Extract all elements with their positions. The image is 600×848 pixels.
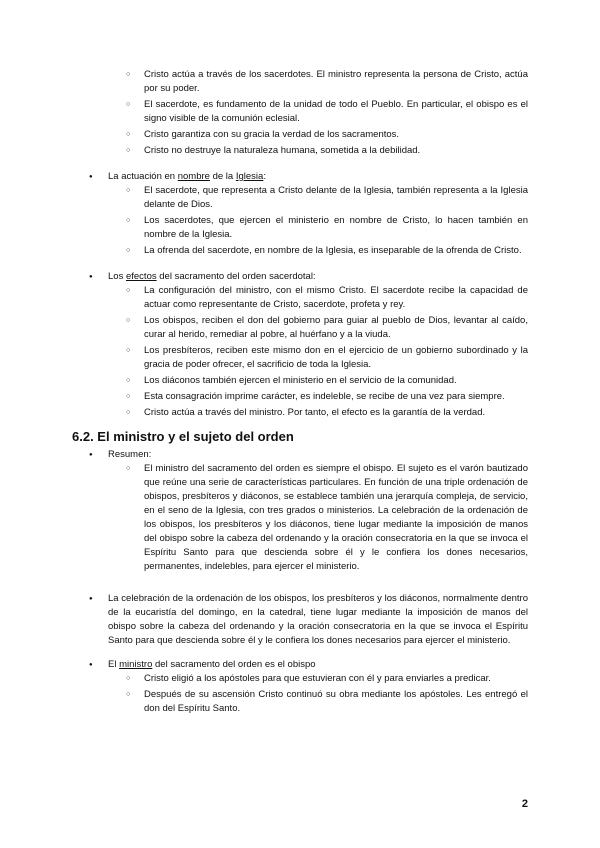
bullet-ministro: ● El ministro del sacramento del orden es el obispo ○ Cristo eligió a los apóstoles para que estuvieran con él y para enviarles a predicar. ○ Después de su ascensión Cristo continuó su obra mediante los apóstoles. Les entregó el don del Espíritu Santo. [0,658,600,716]
resumen-sublist [108,462,528,574]
list-item: ○ Los presbíteros, reciben este mismo don en el ejercicio de un gobierno subordinado y la gracia de poder ofrecer, el sacrificio de toda la Iglesia. [108,344,528,372]
iglesia-link[interactable]: Iglesia [235,171,264,182]
section-heading: 6.2. El ministro y el sujeto del orden [72,429,294,444]
bullet-efectos: ● Los efectos del sacramento del orden sacerdotal: ○ La configuración del ministro, con el mismo Cristo. El sacerdote recibe la capacidad de actuar como representante de Cristo, sacerdote, profeta y rey. ○ Los obispos, reciben el don del gobierno para guiar al pueblo de Dios, levantar al caído, curar al herido, remediar al pobre, al huérfano y a la viuda. ○ Los presbíteros, reciben este mismo don en el ejercicio de un gobierno subordinado y la gracia de poder ofrecer, el sacrificio de toda la Iglesia. ○ Los diáconos también ejercen el ministerio en el servicio de la comunidad. ○ Esta consagración imprime carácter, es indeleble, se recibe de una vez para siempre. ○ Cristo actúa a través del ministro. Por tanto, el efecto es la garantía de la verdad. [0,270,600,420]
main-bullet-list [0,170,600,258]
list-item: ○ La ofrenda del sacerdote, en nombre de la Iglesia, es inseparable de la ofrenda de Cristo. [108,244,528,258]
ministro-link[interactable]: ministro [119,659,153,670]
ministro-sublist [108,672,528,716]
list-item: ○ La configuración del ministro, con el mismo Cristo. El sacerdote recibe la capacidad de actuar como representante de Cristo, sacerdote, profeta y rey. [108,284,528,312]
nombre-link[interactable]: nombre [177,171,210,182]
list-item: ○ Cristo no destruye la naturaleza humana, sometida a la debilidad. [0,144,600,158]
continued-sublist [0,68,600,158]
main-bullet-list [0,448,600,574]
bullet-celebracion: ● La celebración de la ordenación de los obispos, los presbíteros y los diáconos, normalmente dentro de la eucaristía del domingo, en la catedral, tiene lugar mediante la imposición de manos del obispo sobre la cabeza del ordenando y la oración consecratoria en la que se invoca el Espíritu Santo para que descienda sobre él y le confiera los dones necesarios para ejercer el ministerio. [0,592,600,648]
list-item: ○ Los obispos, reciben el don del gobierno para guiar al pueblo de Dios, levantar al caído, curar al herido, remediar al pobre, al huérfano y a la viuda. [108,314,528,342]
list-item: ○ Cristo eligió a los apóstoles para que estuvieran con él y para enviarles a predicar. [108,672,528,686]
main-bullet-list [0,658,600,716]
list-item: ○ Cristo garantiza con su gracia la verdad de los sacramentos. [0,128,600,142]
list-item: ○ Esta consagración imprime carácter, es indeleble, se recibe de una vez para siempre. [108,390,528,404]
page-number: 2 [521,798,528,810]
list-item: ○ El sacerdote, es fundamento de la unidad de todo el Pueblo. En particular, el obispo es el signo visible de la comunión eclesial. [0,98,600,126]
list-item: ○ Después de su ascensión Cristo continuó su obra mediante los apóstoles. Les entregó el don del Espíritu Santo. [108,688,528,716]
list-item: ○ Los diáconos también ejercen el ministerio en el servicio de la comunidad. [108,374,528,388]
list-item: ○ El ministro del sacramento del orden es siempre el obispo. El sujeto es el varón bautizado que reúne una serie de características particulares. En función de una triple ordenación de obispos, presbíteros y diáconos, se establece también una jerarquía compleja, de servicio, en el seno de la Iglesia, con tres grados o ministerios. La celebración de la ordenación de los obispos, los presbíteros y los diáconos, tiene lugar mediante la imposición de manos del obispo sobre la cabeza del ordenando y la oración consecratoria en la que se invoca el Espíritu Santo para que descienda sobre él y le confiera los dones necesarios, permanentes, indelebles, para ejercer el ministerio. [108,462,528,574]
list-item: ○ El sacerdote, que representa a Cristo delante de la Iglesia, también representa a la Iglesia delante de Dios. [108,184,528,212]
efectos-link[interactable]: efectos [125,271,157,282]
list-item: ○ Cristo actúa a través de los sacerdotes. El ministro representa la persona de Cristo, actúa por su poder. [0,68,600,96]
page-content [0,68,600,718]
main-bullet-list [0,270,600,420]
list-item: ○ Los sacerdotes, que ejercen el ministerio en nombre de Cristo, lo hacen también en nombre de la Iglesia. [108,214,528,242]
bullet-resumen: ● Resumen: ○ El ministro del sacramento del orden es siempre el obispo. El sujeto es el varón bautizado que reúne una serie de características particulares. En función de una triple ordenación de obispos, presbíteros y diáconos, se establece también una jerarquía compleja, de servicio, en el seno de la Iglesia, con tres grados o ministerios. La celebración de la ordenación de los obispos, los presbíteros y los diáconos, tiene lugar mediante la imposición de manos del obispo sobre la cabeza del ordenando y la oración consecratoria en la que se invoca el Espíritu Santo para que descienda sobre él y le confiera los dones necesarios, permanentes, indelebles, para ejercer el ministerio. [0,448,600,574]
actuacion-sublist [108,184,528,258]
main-bullet-list [0,592,600,648]
bullet-actuacion: ● La actuación en nombre de la Iglesia: ○ El sacerdote, que representa a Cristo delante de la Iglesia, también representa a la Iglesia delante de Dios. ○ Los sacerdotes, que ejercen el ministerio en nombre de Cristo, lo hacen también en nombre de la Iglesia. ○ La ofrenda del sacerdote, en nombre de la Iglesia, es inseparable de la ofrenda de Cristo. [0,170,600,258]
list-item: ○ Cristo actúa a través del ministro. Por tanto, el efecto es la garantía de la verdad. [108,406,528,420]
efectos-sublist [108,284,528,420]
